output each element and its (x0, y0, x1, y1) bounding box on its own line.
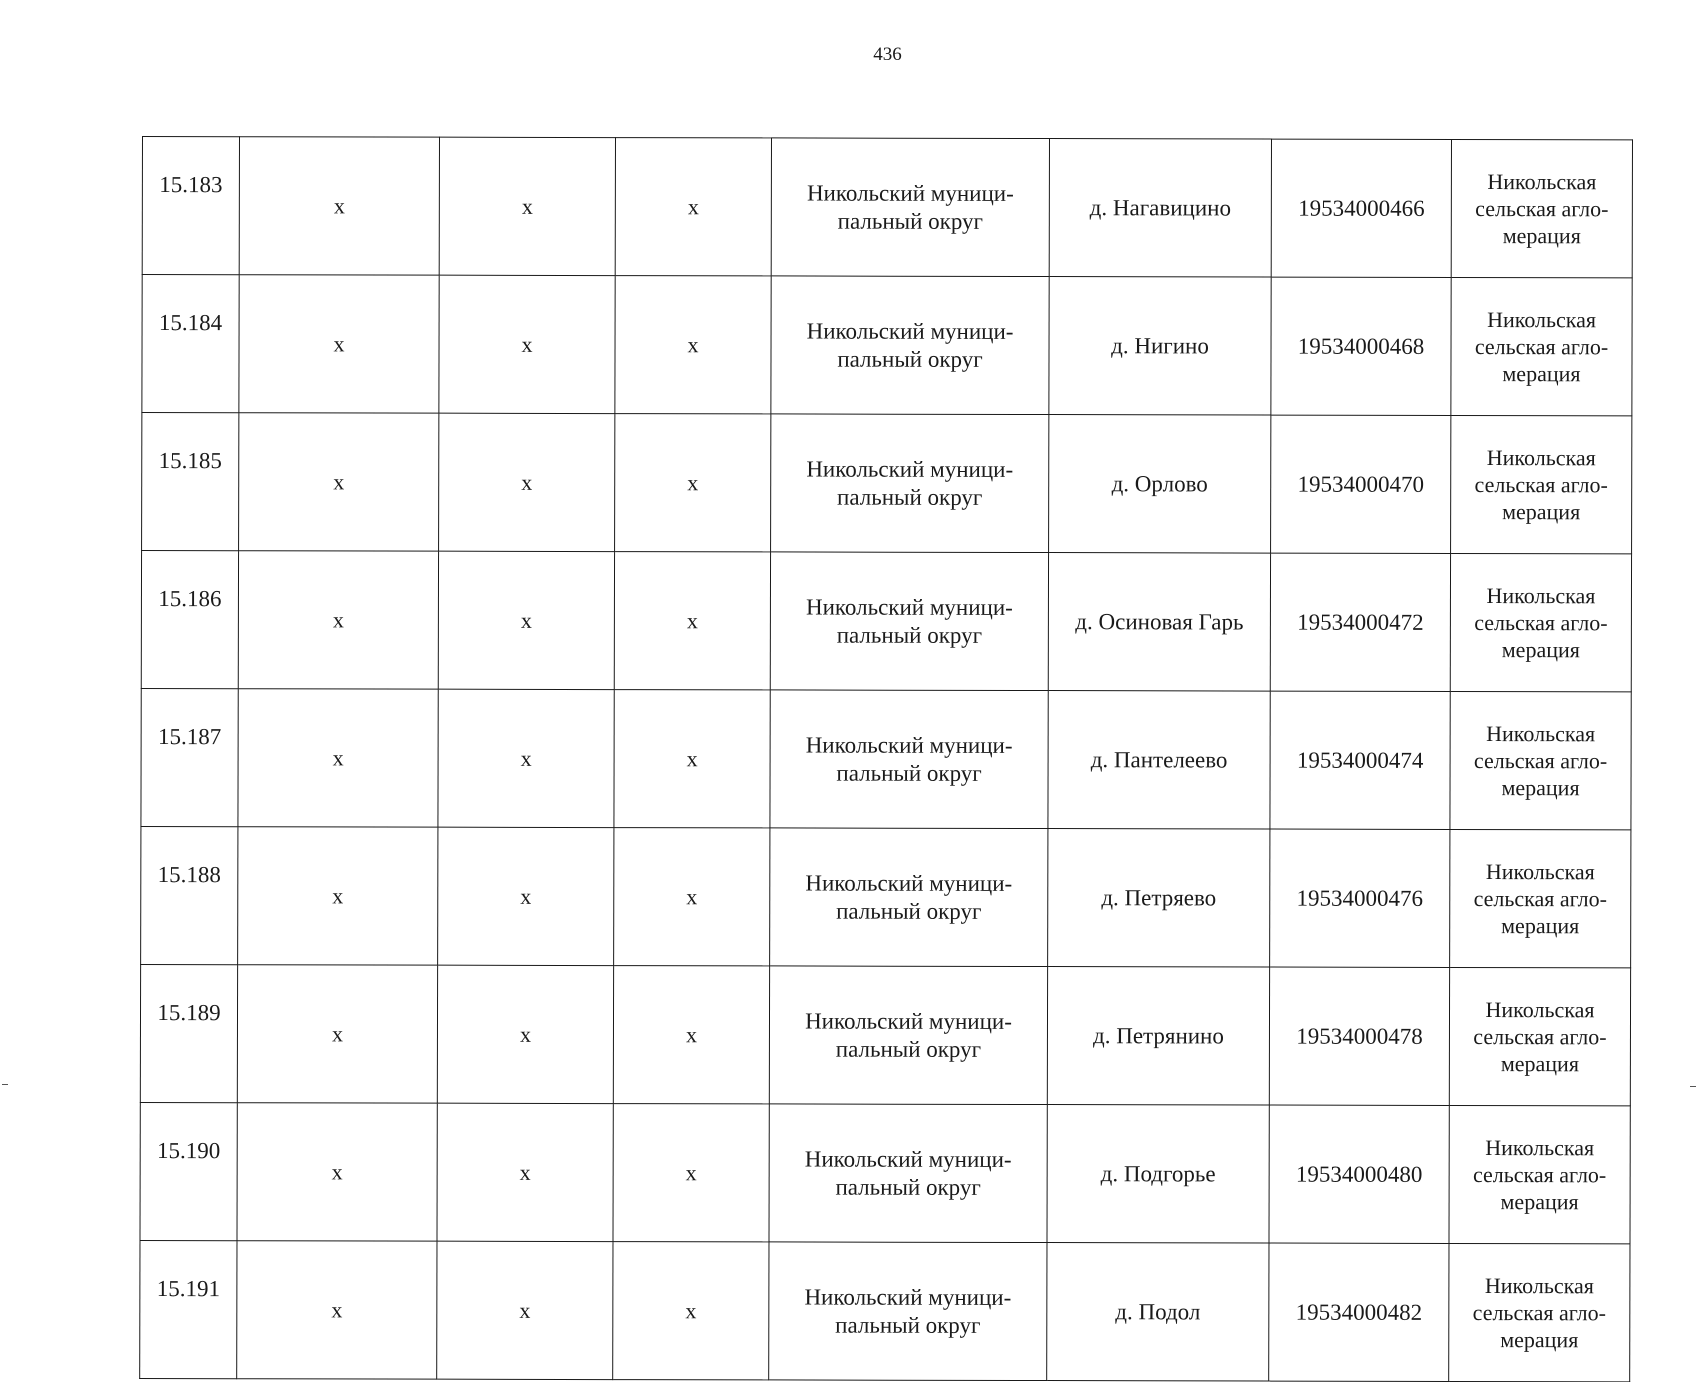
placeholder-cell (438, 551, 614, 689)
okrug-line: пальный округ (837, 208, 983, 234)
settlement-name-cell: д. Подол (1047, 1243, 1269, 1382)
municipal-okrug-cell (770, 828, 1048, 967)
row-number-cell: 15.188 (141, 826, 238, 964)
placeholder-cell (614, 690, 770, 828)
agglomeration-line: сельская агло- (1474, 610, 1608, 636)
x-mark: x (331, 1296, 343, 1322)
x-mark: x (521, 193, 533, 219)
x-mark: x (332, 606, 344, 632)
agglomeration-cell (1449, 1105, 1630, 1243)
municipal-okrug-cell (770, 552, 1048, 691)
agglomeration-cell (1449, 1243, 1630, 1381)
settlement-name-cell: д. Подгорье (1047, 1105, 1269, 1244)
agglomeration-line: сельская агло- (1475, 196, 1609, 222)
table-row (140, 1102, 1630, 1243)
municipal-okrug-cell (769, 1242, 1047, 1381)
placeholder-cell (614, 828, 770, 966)
okrug-line: Никольский муници- (805, 870, 1013, 896)
x-mark: x (333, 192, 345, 218)
agglomeration-line: Никольская (1485, 1135, 1595, 1161)
okrug-line: Никольский муници- (806, 456, 1014, 482)
agglomeration-cell (1449, 967, 1630, 1105)
agglomeration-line: мерация (1502, 223, 1581, 249)
oktmo-code-cell: 19534000472 (1270, 553, 1450, 691)
okrug-line: пальный округ (836, 760, 982, 786)
x-mark: x (332, 744, 344, 770)
x-mark: x (686, 607, 698, 633)
table-row (142, 137, 1632, 278)
agglomeration-line: сельская агло- (1472, 1300, 1607, 1326)
municipal-okrug-cell (771, 276, 1049, 415)
placeholder-cell (238, 551, 438, 689)
okrug-line: пальный округ (836, 898, 982, 924)
oktmo-code-cell: 19534000468 (1271, 277, 1451, 415)
table-row (142, 413, 1632, 554)
x-mark: x (521, 469, 533, 495)
placeholder-cell (237, 1103, 437, 1241)
table-row (140, 1240, 1630, 1381)
settlement-name-cell: д. Петряево (1048, 829, 1270, 968)
okrug-line: Никольский муници- (806, 180, 1014, 206)
agglomeration-line: мерация (1501, 913, 1580, 939)
settlement-name-cell: д. Осиновая Гарь (1048, 553, 1270, 692)
agglomeration-cell (1451, 139, 1632, 277)
okrug-line: пальный округ (835, 1174, 981, 1200)
x-mark: x (521, 331, 533, 357)
placeholder-cell (238, 827, 438, 965)
placeholder-cell (613, 1242, 769, 1380)
x-mark: x (333, 330, 345, 356)
placeholder-cell (439, 275, 615, 413)
x-mark: x (686, 883, 698, 909)
x-mark: x (519, 1021, 531, 1047)
x-mark: x (687, 193, 699, 219)
row-number-cell: 15.189 (140, 964, 237, 1102)
settlement-name-cell: д. Нигино (1049, 277, 1271, 416)
row-number-cell: 15.190 (140, 1102, 237, 1240)
okrug-line: пальный округ (836, 622, 983, 648)
page-number: 436 (873, 44, 902, 65)
okrug-line: пальный округ (836, 484, 983, 510)
agglomeration-cell (1451, 277, 1632, 415)
settlement-name-cell: д. Нагавицино (1049, 139, 1271, 278)
agglomeration-line: сельская агло- (1473, 1024, 1607, 1050)
row-number-cell: 15.183 (142, 137, 239, 275)
agglomeration-line: мерация (1501, 775, 1580, 801)
agglomeration-line: мерация (1501, 637, 1580, 663)
placeholder-cell (613, 966, 769, 1104)
x-mark: x (520, 607, 532, 633)
agglomeration-line: сельская агло- (1474, 472, 1608, 498)
placeholder-cell (437, 1241, 613, 1379)
margin-mark-right (1690, 1086, 1696, 1087)
agglomeration-line: мерация (1500, 1051, 1579, 1077)
placeholder-cell (239, 137, 439, 275)
placeholder-cell (615, 138, 771, 276)
municipal-okrug-cell (769, 1104, 1047, 1243)
oktmo-code-cell: 19534000478 (1269, 967, 1449, 1105)
agglomeration-line: сельская агло- (1474, 334, 1609, 360)
okrug-line: Никольский муници- (806, 318, 1014, 344)
x-mark: x (331, 1158, 343, 1184)
placeholder-cell (437, 1103, 613, 1241)
agglomeration-line: Никольская (1486, 583, 1596, 609)
placeholder-cell (614, 552, 770, 690)
row-number-cell: 15.187 (141, 688, 238, 826)
margin-mark-left (2, 1084, 8, 1085)
agglomeration-line: мерация (1502, 499, 1581, 525)
settlement-name-cell: д. Петрянино (1047, 967, 1269, 1106)
settlement-name-cell: д. Орлово (1049, 415, 1271, 554)
x-mark: x (520, 745, 532, 771)
agglomeration-cell (1451, 415, 1632, 553)
x-mark: x (685, 1159, 697, 1185)
agglomeration-line: Никольская (1487, 307, 1597, 333)
agglomeration-line: мерация (1500, 1327, 1579, 1353)
placeholder-cell (615, 414, 771, 552)
x-mark: x (332, 882, 344, 908)
municipal-okrug-cell (771, 414, 1049, 553)
x-mark: x (333, 468, 345, 494)
settlements-table (139, 136, 1633, 1382)
table-row (141, 826, 1631, 967)
placeholder-cell (438, 689, 614, 827)
agglomeration-line: Никольская (1487, 169, 1597, 195)
placeholder-cell (237, 1241, 437, 1379)
agglomeration-line: Никольская (1484, 1273, 1594, 1299)
x-mark: x (687, 331, 699, 357)
placeholder-cell (238, 689, 438, 827)
municipal-okrug-cell (770, 690, 1048, 829)
row-number-cell: 15.191 (140, 1240, 237, 1378)
agglomeration-line: Никольская (1485, 859, 1595, 885)
placeholder-cell (439, 413, 615, 551)
x-mark: x (685, 1297, 697, 1323)
row-number-cell: 15.184 (142, 275, 239, 413)
okrug-line: пальный округ (835, 1036, 982, 1062)
municipal-okrug-cell (769, 966, 1047, 1105)
agglomeration-line: мерация (1502, 361, 1581, 387)
oktmo-code-cell: 19534000466 (1271, 139, 1451, 277)
okrug-line: Никольский муници- (804, 1146, 1012, 1172)
okrug-line: Никольский муници- (805, 1008, 1012, 1034)
x-mark: x (686, 745, 698, 771)
placeholder-cell (437, 965, 613, 1103)
x-mark: x (685, 1021, 697, 1047)
settlement-name-cell: д. Пантелеево (1048, 691, 1270, 830)
oktmo-code-cell: 19534000480 (1269, 1105, 1449, 1243)
agglomeration-line: мерация (1500, 1189, 1579, 1215)
x-mark: x (331, 1020, 343, 1046)
municipal-okrug-cell (771, 138, 1049, 277)
placeholder-cell (239, 275, 439, 413)
placeholder-cell (438, 827, 614, 965)
agglomeration-cell (1450, 691, 1631, 829)
agglomeration-cell (1450, 553, 1631, 691)
okrug-line: Никольский муници- (805, 732, 1013, 758)
oktmo-code-cell: 19534000482 (1269, 1243, 1449, 1381)
placeholder-cell (239, 413, 439, 551)
placeholder-cell (439, 137, 615, 275)
placeholder-cell (615, 276, 771, 414)
oktmo-code-cell: 19534000476 (1270, 829, 1450, 967)
table-row (142, 275, 1632, 416)
agglomeration-line: сельская агло- (1472, 1162, 1607, 1188)
agglomeration-cell (1450, 829, 1631, 967)
agglomeration-line: сельская агло- (1473, 886, 1607, 912)
x-mark: x (687, 469, 699, 495)
x-mark: x (519, 1159, 531, 1185)
agglomeration-line: Никольская (1486, 445, 1596, 471)
okrug-line: Никольский муници- (805, 594, 1013, 620)
x-mark: x (520, 883, 532, 909)
agglomeration-line: сельская агло- (1473, 748, 1608, 774)
oktmo-code-cell: 19534000470 (1271, 415, 1451, 553)
x-mark: x (519, 1297, 531, 1323)
table-row (141, 688, 1631, 829)
row-number-cell: 15.185 (142, 413, 239, 551)
agglomeration-line: Никольская (1486, 721, 1596, 747)
placeholder-cell (237, 965, 437, 1103)
row-number-cell: 15.186 (141, 551, 238, 689)
okrug-line: Никольский муници- (804, 1284, 1012, 1310)
table-row (140, 964, 1630, 1105)
oktmo-code-cell: 19534000474 (1270, 691, 1450, 829)
okrug-line: пальный округ (835, 1312, 981, 1338)
agglomeration-line: Никольская (1485, 997, 1595, 1023)
table-row (141, 551, 1631, 692)
okrug-line: пальный округ (837, 346, 983, 372)
placeholder-cell (613, 1104, 769, 1242)
